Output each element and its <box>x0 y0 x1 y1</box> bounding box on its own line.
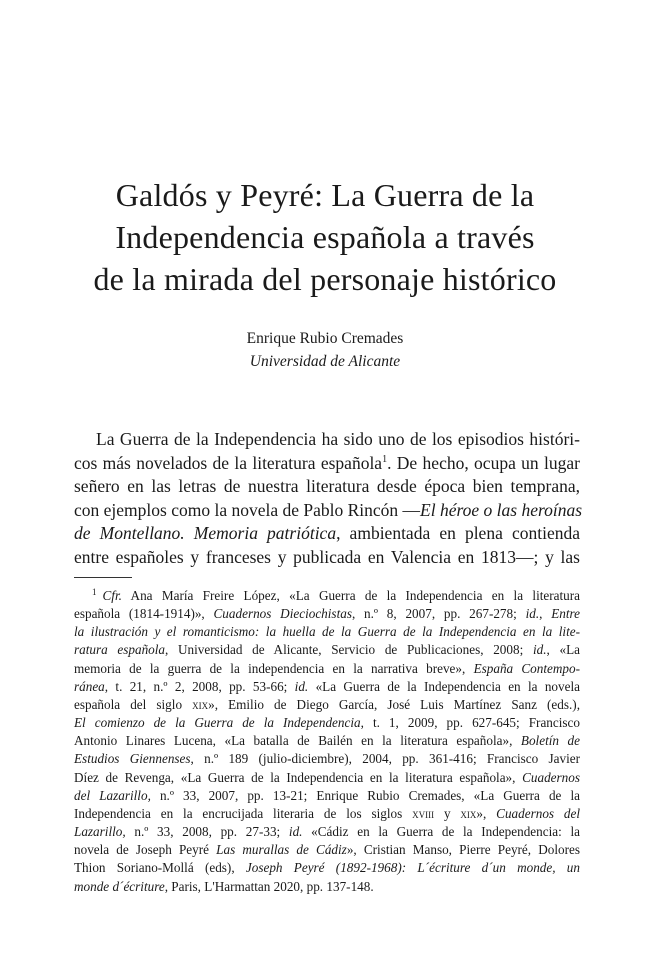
footnote-text: «La Guerra de la Independencia en la novela <box>308 678 580 694</box>
footnote-text: n.º 33, 2007, pp. 13-21; Enrique Rubio Cremades, «La Guerra de la <box>150 787 581 803</box>
footnote-text: Díez de Revenga, «La Guerra de la Independencia en la literatura española», <box>74 769 523 785</box>
footnote-text: española del siglo <box>74 696 193 712</box>
body-line: entre españoles y franceses y publicada en Valencia en 1813—; y las <box>74 546 580 567</box>
footnote-italic: id. <box>288 824 303 840</box>
footnote-line <box>74 823 580 841</box>
body-line <box>74 499 583 523</box>
footnote-text: Thion Soriano-Mollá (eds), <box>74 860 246 876</box>
footnote-line <box>74 605 580 623</box>
footnote-line <box>74 641 580 659</box>
body-text-run: cos más novelados de la literatura española <box>74 452 383 473</box>
footnote-italic: id. <box>525 606 540 622</box>
footnote-italic: la ilustración y el romanticismo: la huella de la Guerra de la Independencia en la lite- <box>74 624 580 640</box>
footnote-italic: Estudios Giennenses <box>74 751 191 767</box>
footnote-text: , Paris, L'Harmattan 2020, pp. 137-148. <box>164 878 374 894</box>
footnote-line <box>74 841 580 859</box>
footnote-text: », <box>476 805 497 821</box>
footnote-italic: Cuadernos <box>522 769 580 785</box>
body-paragraph <box>74 428 583 570</box>
footnote-text: «Cádiz en la Guerra de la Independencia: la <box>302 824 580 840</box>
footnote-italic: ránea <box>74 678 105 694</box>
footnote-italic: id. <box>294 678 309 694</box>
body-line <box>74 452 580 476</box>
footnote-italic: Cuadernos Dieciochistas <box>213 606 352 622</box>
footnote-text: », Emilio de Diego García, José Luis Martínez Sanz (eds.), <box>208 696 580 712</box>
footnote-italic: Boletín de <box>520 733 580 749</box>
footnote-text: española (1814-1914)», <box>74 606 214 622</box>
footnote-italic: id. <box>532 642 547 658</box>
footnote-italic: Cfr. <box>102 588 122 603</box>
footnote-separator <box>74 577 132 578</box>
footnote-italic: Entre <box>551 606 581 622</box>
footnote-smallcaps: xviii <box>412 805 435 821</box>
footnote-line <box>74 859 580 877</box>
footnote-smallcaps: xix <box>192 696 209 712</box>
author-block <box>100 327 550 373</box>
author-affiliation: Universidad de Alicante <box>249 353 401 370</box>
footnote-reference[interactable]: 1 <box>382 453 388 465</box>
footnote-text: , n.º 8, 2007, pp. 267-278; <box>351 606 526 622</box>
footnote-italic: Lazarillo, <box>74 824 126 840</box>
footnote-smallcaps: xix <box>460 805 477 821</box>
footnote-italic: Joseph Peyré (1892-1968): L´écriture d´un monde, un <box>245 860 580 876</box>
footnote-text: , «La <box>546 642 580 658</box>
footnote-line <box>74 678 580 696</box>
footnote-italic: ratura española <box>74 642 166 658</box>
title-line-2: Independencia española a través <box>115 219 535 255</box>
body-text-run: con ejemplos como la novela de Pablo Rincón — <box>74 499 421 520</box>
footnote-text: , t. 21, n.º 2, 2008, pp. 53-66; <box>104 678 295 694</box>
footnote-text: Antonio Linares Lucena, «La batalla de Bailén en la literatura española», <box>74 733 521 749</box>
footnote-line <box>74 623 580 641</box>
author-name: Enrique Rubio Cremades <box>246 330 404 347</box>
footnote-line <box>74 714 580 732</box>
footnote <box>74 587 580 896</box>
footnote-text: n.º 33, 2008, pp. 27-33; <box>125 824 289 840</box>
footnote-line <box>74 769 580 787</box>
footnote-line <box>74 696 580 714</box>
body-text-italic: El héroe o las heroínas <box>420 499 583 520</box>
body-line: La Guerra de la Independencia ha sido uno de los episodios históri- <box>96 429 580 449</box>
footnote-text: y <box>434 805 461 821</box>
footnote-line <box>74 660 580 678</box>
title-line-1: Galdós y Peyré: La Guerra de la <box>115 177 535 213</box>
body-text-run: . De hecho, ocupa un lugar <box>387 452 580 473</box>
footnote-text: , Universidad de Alicante, Servicio de Publicaciones, 2008; <box>165 642 533 658</box>
body-text-run: , ambientada en plena contienda <box>336 523 580 544</box>
footnote-text: , t. 1, 2009, pp. 627-645; Francisco <box>360 715 580 731</box>
footnote-text: novela de Joseph Peyré <box>74 842 217 858</box>
footnote-text: Independencia en la encrucijada literaria de los siglos <box>74 805 413 821</box>
footnote-italic: Las murallas de Cádiz <box>216 842 347 858</box>
footnote-line <box>74 732 580 750</box>
footnote-line <box>74 587 580 605</box>
footnote-italic: España Contempo- <box>473 660 580 676</box>
footnote-line <box>74 878 580 896</box>
footnote-marker: 1 <box>92 587 97 597</box>
footnote-line <box>74 805 580 823</box>
footnote-line <box>74 750 580 768</box>
body-text-italic: de Montellano. Memoria patriótica <box>74 523 337 544</box>
footnote-italic: El comienzo de la Guerra de la Independencia <box>74 715 361 731</box>
title-line-3: de la mirada del personaje histórico <box>93 261 557 297</box>
body-line: señero en las letras de nuestra literatura desde época bien temprana, <box>74 476 580 497</box>
footnote-text: , n.º 189 (julio-diciembre), 2004, pp. 361-416; Francisco Javier <box>190 751 580 767</box>
footnote-text: Ana María Freire López, «La Guerra de la Independencia en la literatura <box>121 588 580 603</box>
footnote-italic: del Lazarillo, <box>74 787 151 803</box>
chapter-title <box>70 174 580 300</box>
footnote-text: , <box>539 606 552 622</box>
footnote-italic: Cuadernos del <box>496 805 581 821</box>
footnote-line <box>74 787 580 805</box>
body-line <box>74 522 580 546</box>
footnote-text: », Cristian Manso, Pierre Peyré, Dolores <box>346 842 580 858</box>
footnote-italic: monde d´écriture <box>74 878 165 894</box>
footnote-text: memoria de la guerra de la independencia en la narrativa breve», <box>74 660 474 676</box>
